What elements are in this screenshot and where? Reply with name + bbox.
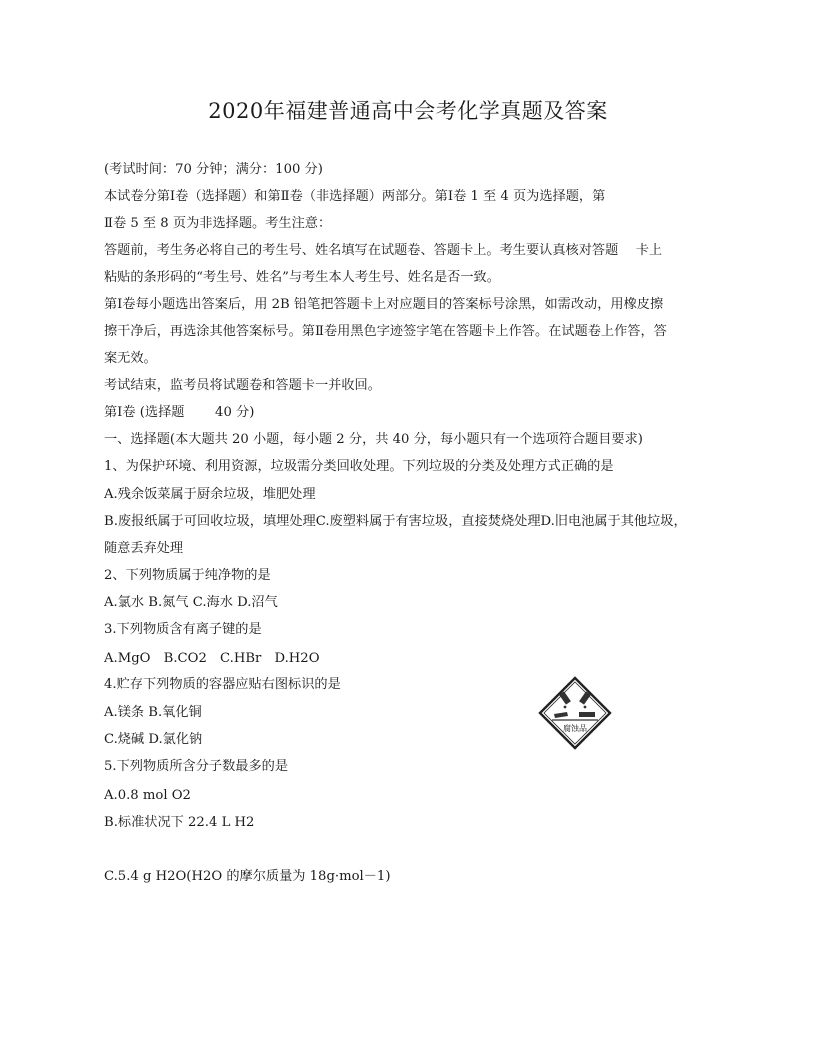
- text-line: 擦干净后，再选涂其他答案标号。第Ⅱ卷用黑色字迹签字笔在答题卡上作答。在试题卷上作答，答: [104, 324, 667, 339]
- text-line: 粘贴的条形码的“考生号、姓名”与考生本人考生号、姓名是否一致。: [104, 270, 500, 285]
- text-line: 答题前，考生务必将自己的考生号、姓名填写在试题卷、答题卡上。考生要认真核对答题 卡上: [104, 243, 663, 258]
- text-line: 第Ⅰ卷每小题选出答案后，用 2B 铅笔把答题卡上对应题目的答案标号涂黑，如需改动，用橡皮擦: [104, 297, 664, 312]
- text-line: B.标准状况下 22.4 L H2: [104, 815, 255, 830]
- sign-label: 腐蚀品: [563, 724, 587, 733]
- text-line: 考试结束，监考员将试题卷和答题卡一并收回。: [104, 378, 381, 393]
- corrosive-hazard-icon: [538, 676, 612, 750]
- text-line: 1、为保护环境、利用资源，垃圾需分类回收处理。下列垃圾的分类及处理方式正确的是: [104, 459, 614, 474]
- text-line: A.MgO B.CO2 C.HBr D.H2O: [104, 651, 320, 666]
- text-line: C.5.4 g H2O(H2O 的摩尔质量为 18g·mol－1): [104, 869, 391, 884]
- document-title: 2020年福建普通高中会考化学真题及答案: [208, 99, 608, 123]
- text-line: 案无效。: [104, 351, 157, 366]
- text-line: 4.贮存下列物质的容器应贴右图标识的是: [104, 677, 341, 692]
- text-line: 第Ⅰ卷 (选择题 40 分): [104, 405, 255, 420]
- text-line: A.0.8 mol O2: [104, 788, 191, 803]
- text-line: C.烧碱 D.氯化钠: [104, 732, 203, 747]
- text-line: 3.下列物质含有离子键的是: [104, 622, 262, 637]
- text-line: A.镁条 B.氧化铜: [104, 705, 202, 720]
- text-line: 本试卷分第Ⅰ卷（选择题）和第Ⅱ卷（非选择题）两部分。第Ⅰ卷 1 至 4 页为选择题，第: [104, 189, 606, 204]
- text-line: (考试时间：70 分钟；满分：100 分): [104, 162, 323, 177]
- text-line: B.废报纸属于可回收垃圾，填埋处理C.废塑料属于有害垃圾，直接焚烧处理D.旧电池属于其他垃圾，: [104, 514, 687, 529]
- text-line: Ⅱ卷 5 至 8 页为非选择题。考生注意：: [104, 216, 332, 231]
- text-line: 2、下列物质属于纯净物的是: [104, 568, 271, 583]
- text-line: A.氯水 B.氮气 C.海水 D.沼气: [104, 595, 278, 610]
- text-line: 随意丢弃处理: [104, 541, 184, 556]
- text-line: 一、选择题(本大题共 20 小题，每小题 2 分，共 40 分，每小题只有一个选项符合题目要求): [104, 432, 643, 447]
- text-line: A.残余饭菜属于厨余垃圾，堆肥处理: [104, 487, 316, 502]
- text-line: 5.下列物质所含分子数最多的是: [104, 759, 289, 774]
